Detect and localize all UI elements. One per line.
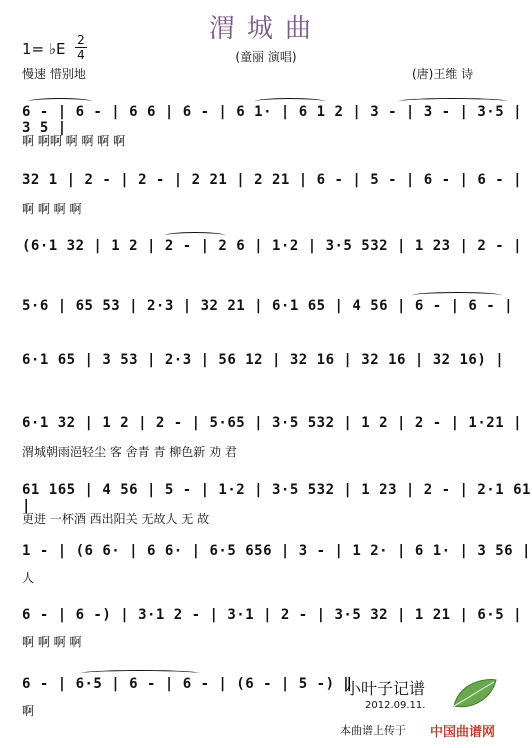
transcriber-signature: 小叶子记谱 (345, 679, 426, 698)
score-line-3: (6·1 32 | 1 2 | 2 - | 2 6 | 1·2 | 3·5 532 | 1 23 | 2 - | (22, 238, 523, 254)
score-line-2: 32 1 | 2 - | 2 - | 2 21 | 2 21 | 6 - | 5 - | 6 - | 6 - | (22, 172, 523, 188)
score-line-8: 1 - | (6 6· | 6 6· | 6·5 656 | 3 - | 1 2· | 6 1· | 3 56 | (22, 543, 531, 559)
score-line-4: 5·6 | 65 53 | 2·3 | 32 21 | 6·1 65 | 4 56 | 6 - | 6 - | (22, 298, 514, 314)
singer-credit: (童丽 演唱) (235, 50, 297, 64)
upload-caption: 本曲谱上传于 (340, 724, 406, 737)
slur-arc (80, 670, 200, 677)
transcription-date: 2012.09.11. (365, 700, 426, 711)
slur-arc (255, 98, 325, 105)
score-line-6: 6·1 32 | 1 2 | 2 - | 5·65 | 3·5 532 | 1 2 | 2 - | 1·21 | (22, 415, 523, 431)
score-line-10: 6 - | 6·5 | 6 - | 6 - | (6 - | 5 -) ‖ (22, 676, 353, 692)
score-title: 渭城曲 (208, 14, 323, 44)
lyric-line-2: 啊 啊 啊 啊 (22, 202, 82, 216)
poet-credit: (唐)王维 诗 (412, 67, 474, 81)
lyric-line-7: 更进 一杯酒 西出阳关 无故人 无 故 (22, 512, 210, 526)
meter-bottom: 4 (77, 48, 85, 62)
score-line-1: 6 - | 6 - | 6 6 | 6 - | 6 1· | 6 1 2 | 3 - | 3 - | 3·5 | 3 5 | (22, 104, 523, 136)
lyric-line-1: 啊 啊啊 啊 啊 啊 啊 (22, 134, 126, 148)
lyric-line-8: 人 (22, 571, 35, 585)
site-logo-text: 中国曲谱网 (430, 725, 496, 740)
lyric-line-10: 啊 (22, 704, 35, 718)
score-line-9: 6 - | 6 -) | 3·1 2 - | 3·1 | 2 - | 3·5 32 | 1 21 | 6·5 | (22, 607, 523, 623)
lyric-line-9: 啊 啊 啊 啊 (22, 635, 82, 649)
slur-arc (28, 98, 92, 105)
score-line-7: 61 165 | 4 56 | 5 - | 1·2 | 3·5 532 | 1 23 | 2 - | 2·1 61 | (22, 482, 531, 514)
key-signature: 1= ♭E (22, 40, 66, 58)
lyric-line-6: 渭城朝雨浥轻尘 客 舍青 青 柳色新 劝 君 (22, 445, 237, 459)
tempo-marking: 慢速 惜别地 (22, 67, 86, 81)
score-line-5: 6·1 65 | 3 53 | 2·3 | 56 12 | 32 16 | 32 16 | 32 16) | (22, 352, 505, 368)
leaf-icon (450, 676, 500, 716)
meter-top: 2 (77, 33, 85, 47)
slur-arc (398, 98, 508, 105)
slur-arc (165, 232, 225, 239)
slur-arc (412, 292, 502, 299)
